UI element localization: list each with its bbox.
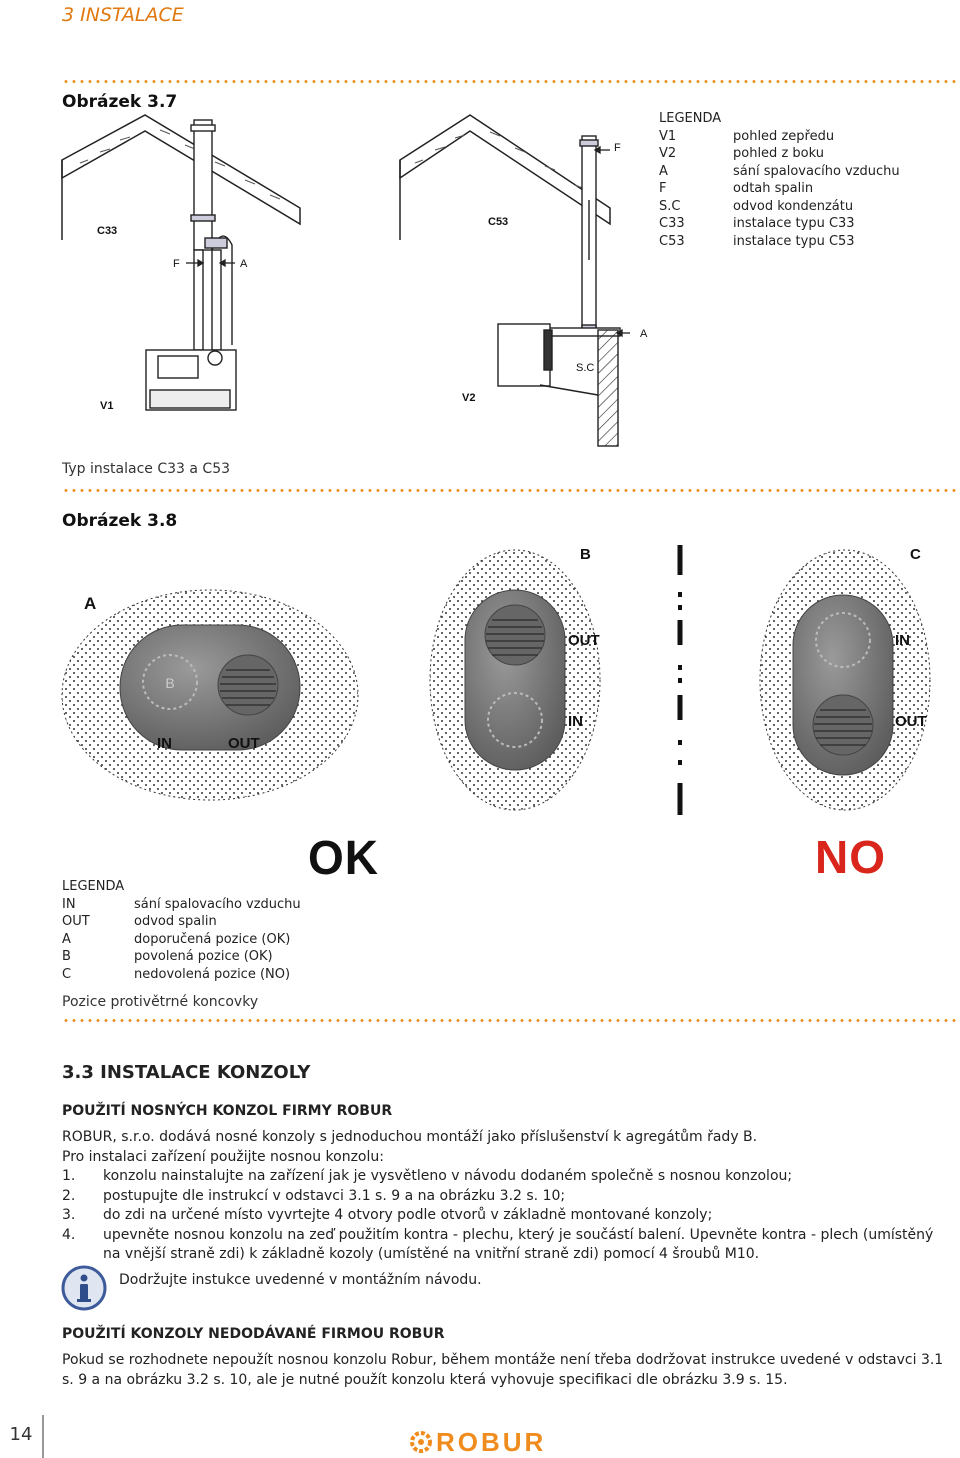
label-f: F bbox=[173, 258, 180, 270]
chapter-title: 3 INSTALACE bbox=[62, 4, 184, 26]
label-a2: A bbox=[640, 328, 648, 340]
legend-fig37 bbox=[659, 110, 900, 250]
label-in: IN bbox=[568, 713, 583, 730]
label-in: IN bbox=[895, 632, 910, 649]
info-icon bbox=[60, 1264, 108, 1312]
legend-key: F bbox=[659, 181, 667, 196]
paragraph: ROBUR, s.r.o. dodává nosné konzoly s jednoduchou montáží jako příslušenství k agregátům řady B. bbox=[62, 1129, 758, 1145]
page-number: 14 bbox=[0, 1415, 44, 1458]
label-out: OUT bbox=[895, 713, 927, 730]
svg-text:B: B bbox=[165, 675, 175, 691]
figure-caption: Typ instalace C33 a C53 bbox=[62, 461, 231, 477]
label-out: OUT bbox=[228, 735, 260, 752]
list-item bbox=[62, 1226, 954, 1265]
divider bbox=[62, 489, 957, 492]
brand-logo bbox=[410, 1428, 546, 1456]
legend-title: LEGENDA bbox=[62, 879, 125, 894]
legend-text: odtah spalin bbox=[733, 181, 814, 196]
list-number: 3. bbox=[62, 1207, 76, 1223]
legend-key: C53 bbox=[659, 233, 685, 249]
label-a: A bbox=[84, 594, 97, 613]
legend-key: V1 bbox=[659, 128, 677, 144]
list-number: 1. bbox=[62, 1168, 76, 1184]
legend-key: S.C bbox=[659, 198, 681, 214]
legend-text: instalace typu C33 bbox=[733, 216, 855, 231]
legend-text: sání spalovacího vzduchu bbox=[134, 896, 301, 912]
paragraph: Pokud se rozhodnete nepoužít nosnou konzolu Robur, během montáže není třeba dodržovat instrukce uvedené v odstavci 3.1 s. 9 a na obrázku 3.2 s. 10, ale je nutné použít konzolu která vyhovuje specifikaci dle obrázku 3.9 s. 15. bbox=[62, 1352, 944, 1388]
note-text: Dodržujte instukce uvedenné v montážním návodu. bbox=[119, 1272, 482, 1288]
legend-text: nedovolená pozice (NO) bbox=[134, 966, 291, 982]
roof-c33 bbox=[62, 115, 300, 240]
label-v1: V1 bbox=[100, 400, 114, 412]
arrows bbox=[186, 147, 630, 336]
figure-title: Obrázek 3.8 bbox=[62, 511, 178, 531]
legend-key: C33 bbox=[659, 216, 685, 231]
label-sc: S.C bbox=[576, 362, 595, 374]
legend-text: pohled zepředu bbox=[733, 128, 835, 144]
brand-name: ROBUR bbox=[436, 1426, 547, 1457]
ok-mark: OK bbox=[308, 829, 379, 885]
paragraph: Pro instalaci zařízení použijte nosnou konzolu: bbox=[62, 1148, 384, 1165]
label-c33: C33 bbox=[97, 225, 118, 237]
list-item bbox=[62, 1206, 954, 1226]
legend-text: odvod spalin bbox=[134, 914, 217, 929]
legend-key: B bbox=[62, 949, 71, 964]
subsection-title: POUŽITÍ KONZOLY NEDODÁVANÉ FIRMOU ROBUR bbox=[62, 1326, 445, 1342]
legend-text: povolená pozice (OK) bbox=[134, 949, 273, 964]
legend-text: instalace typu C53 bbox=[733, 233, 855, 249]
list-number: 4. bbox=[62, 1226, 76, 1243]
legend-key: C bbox=[62, 966, 72, 982]
label-in: IN bbox=[157, 735, 172, 752]
legend-text: sání spalovacího vzduchu bbox=[733, 163, 900, 179]
label-c53: C53 bbox=[488, 216, 509, 228]
legend-key: A bbox=[62, 931, 71, 947]
divider bbox=[62, 1019, 957, 1022]
subsection-title: POUŽITÍ NOSNÝCH KONZOL FIRMY ROBUR bbox=[62, 1103, 393, 1119]
label-v2: V2 bbox=[462, 392, 476, 404]
label-f2: F bbox=[614, 142, 621, 154]
robur-logo-icon bbox=[410, 1431, 432, 1453]
label-a: A bbox=[240, 258, 248, 270]
divider bbox=[62, 80, 957, 83]
list-item bbox=[62, 1167, 954, 1187]
legend-text: odvod kondenzátu bbox=[733, 198, 854, 214]
legend-text: doporučená pozice (OK) bbox=[134, 931, 291, 947]
section-body bbox=[62, 1128, 954, 1265]
no-mark: NO bbox=[815, 831, 886, 883]
legend-text: pohled z boku bbox=[733, 146, 824, 161]
label-b: B bbox=[580, 546, 591, 563]
label-c: C bbox=[910, 546, 921, 563]
label-out: OUT bbox=[568, 632, 600, 649]
legend-title: LEGENDA bbox=[659, 111, 722, 126]
list-text: konzolu nainstalujte na zařízení jak je vysvětleno v návodu dodaném společně s nosnou konzolou; bbox=[103, 1168, 793, 1184]
terminal-position-diagram bbox=[0, 535, 960, 825]
legend-key: V2 bbox=[659, 146, 677, 161]
list-number: 2. bbox=[62, 1187, 76, 1204]
list-text: upevněte nosnou konzolu na zeď použitím kontra - plechu, který je součástí balení. Upevněte kontra - plech (umístěný na vnější straně zdi) k základně kozoly (umístěné na vnitřní straně zdi) pomocí 4 šroubů M10. bbox=[103, 1226, 934, 1262]
legend-key: A bbox=[659, 163, 668, 179]
figure-caption: Pozice protivětrné koncovky bbox=[62, 994, 259, 1010]
legend-fig38 bbox=[62, 878, 301, 983]
list-text: do zdi na určené místo vyvrtejte 4 otvory podle otvorů v základně montované konzoly; bbox=[103, 1207, 713, 1223]
list-text: postupujte dle instrukcí v odstavci 3.1 s. 9 a na obrázku 3.2 s. 10; bbox=[103, 1187, 566, 1204]
legend-key: IN bbox=[62, 896, 76, 912]
figure-title: Obrázek 3.7 bbox=[62, 92, 178, 112]
legend-key: OUT bbox=[62, 914, 90, 929]
list-item bbox=[62, 1187, 954, 1207]
section-title: 3.3 INSTALACE KONZOLY bbox=[62, 1062, 311, 1083]
